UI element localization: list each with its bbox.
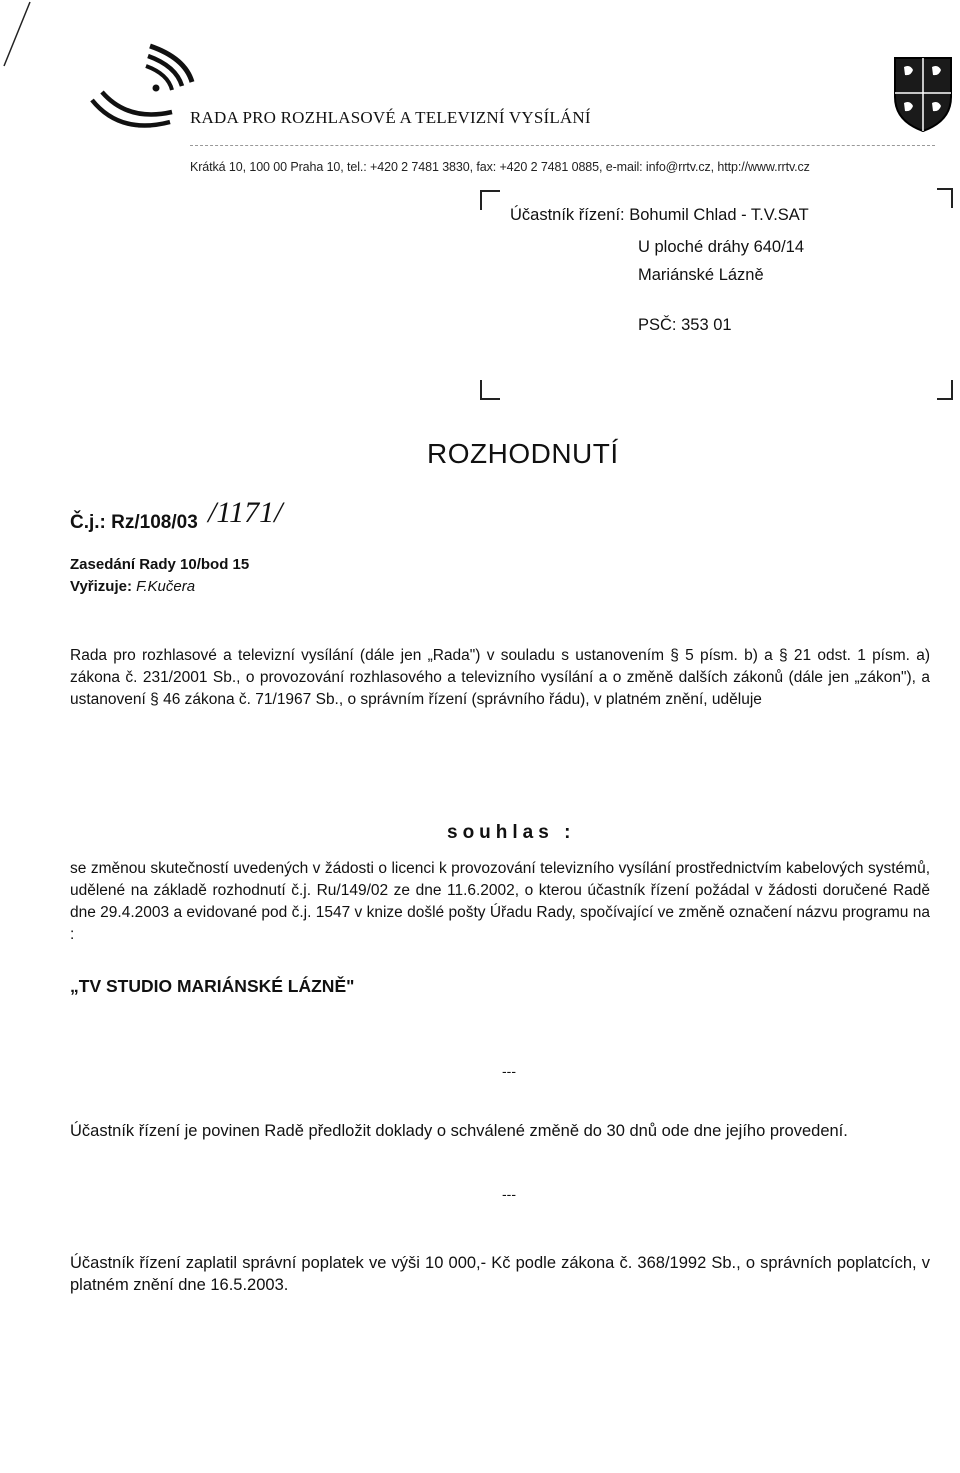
organization-name: RADA PRO ROZHLASOVÉ A TELEVIZNÍ VYSÍLÁNÍ xyxy=(190,108,591,127)
handled-by xyxy=(70,578,195,595)
consent-heading: souhlas : xyxy=(447,822,576,843)
section-separator: --- xyxy=(502,1186,516,1202)
addressee-postcode: PSČ: 353 01 xyxy=(638,316,732,334)
corner-mark-icon xyxy=(0,0,40,70)
reference-number: Č.j.: Rz/108/03 xyxy=(70,512,198,533)
address-bracket-top-left xyxy=(480,190,500,210)
addressee-city: Mariánské Lázně xyxy=(638,266,764,284)
address-bracket-bottom-left xyxy=(480,380,500,400)
handwritten-reference: /1171/ xyxy=(208,496,283,529)
addressee-name: Účastník řízení: Bohumil Chlad - T.V.SAT xyxy=(510,206,809,224)
wave-logo-icon xyxy=(90,40,200,140)
document-title: ROZHODNUTÍ xyxy=(427,438,619,469)
intro-paragraph: Rada pro rozhlasové a televizní vysílání (dále jen „Rada") v souladu s ustanovením § 5 písm. b) a § 21 odst. 1 písm. a) zákona č. 231/2001 Sb., o provozování rozhlasového a televizního vysílání a o změně dalších zákonů (dále jen „zákon"), a ustanovení § 46 zákona č. 71/1967 Sb., o správním řízení (správního řádu), v platném znění, uděluje xyxy=(70,647,930,708)
handled-by-label: Vyřizuje: xyxy=(70,578,132,595)
addressee-street: U ploché dráhy 640/14 xyxy=(638,238,805,256)
obligation-paragraph: Účastník řízení je povinen Radě předložit doklady o schválené změně do 30 dnů ode dne jejího provedení. xyxy=(70,1122,848,1140)
address-bracket-top-right xyxy=(937,188,953,208)
handled-by-value: F.Kučera xyxy=(136,578,196,595)
header-divider xyxy=(190,145,935,147)
address-bracket-bottom-right xyxy=(937,380,953,400)
section-separator: --- xyxy=(502,1063,516,1079)
fee-paragraph: Účastník řízení zaplatil správní poplatek ve výši 10 000,- Kč podle zákona č. 368/1992 Sb., o správních poplatcích, v platném znění dne 16.5.2003. xyxy=(70,1254,930,1294)
organization-contact: Krátká 10, 100 00 Praha 10, tel.: +420 2 7481 3830, fax: +420 2 7481 0885, e-mail: info@rrtv.cz, http://www.rrtv.cz xyxy=(190,160,810,174)
consent-paragraph: se změnou skutečností uvedených v žádosti o licenci k provozování televizního vysílání prostřednictvím kabelových systémů, udělené na základě rozhodnutí č.j. Ru/149/02 ze dne 11.6.2002, o kterou účastník řízení požádal v žádosti doručené Radě dne 29.4.2003 a evidované pod č.j. 1547 v knize došlé pošty Úřadu Rady, spočívající ve změně označení názvu programu na : xyxy=(70,860,930,943)
coat-of-arms-icon xyxy=(892,55,954,133)
program-name: „TV STUDIO MARIÁNSKÉ LÁZNĚ" xyxy=(70,976,355,996)
session-info: Zasedání Rady 10/bod 15 xyxy=(70,556,250,573)
